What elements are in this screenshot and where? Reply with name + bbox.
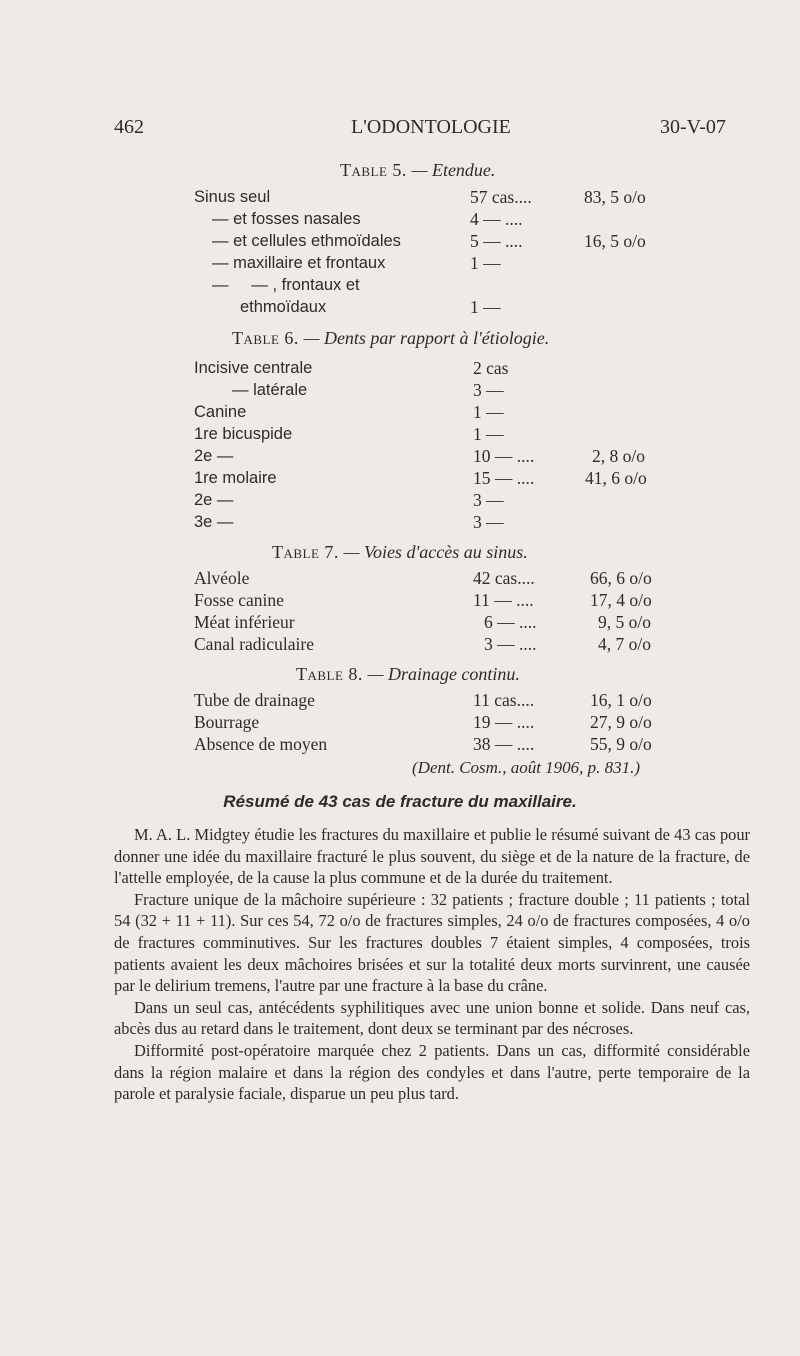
table-row-count: 1 — [473,424,504,444]
table-row-name: Sinus seul [194,188,271,206]
table-row-name: Bourrage [194,712,260,732]
table5-caption: — Etendue. [411,160,496,180]
table-row-count: 5 — .... [470,231,523,251]
table6-label: Table 6. [232,328,299,348]
table-row-name: — et cellules ethmoïdales [212,232,401,250]
table-row-name: — latérale [232,381,308,399]
table-row-name: Méat inférieur [194,612,295,632]
table-row-name: Absence de moyen [194,734,328,754]
table-row-count: 4 — .... [470,209,523,229]
table-row-pct: 55, 9 o/o [590,734,652,754]
table-row-count: 57 cas.... [470,187,532,207]
table-row-name: 2e — [194,491,234,509]
table-row-name: — — , frontaux et [212,276,360,294]
table-row-name: — et fosses nasales [212,210,361,228]
table-row-count: 6 — .... [484,612,537,632]
table-row-pct: 9, 5 o/o [598,612,651,632]
paragraph: M. A. L. Midgtey étudie les fractures du maxillaire et publie le résumé suivant de 43 cas pour donner une idée du maxillaire fracturé le plus souvent, du siège et de la nature de la fracture, de l'attelle employée, de la cause la plus commune et de la durée du traitement. [114,825,750,888]
table-row-count: 3 — .... [484,634,537,654]
table-row-pct: 16, 1 o/o [590,690,652,710]
issue-date: 30-V-07 [660,116,726,138]
table-row-pct: 41, 6 o/o [585,468,647,488]
table-row-pct: 27, 9 o/o [590,712,652,732]
table-row-count: 42 cas.... [473,568,535,588]
table-row-name: Tube de drainage [194,690,315,710]
table-row-name: Fosse canine [194,590,284,610]
table-row-name: Incisive centrale [194,359,313,377]
table-row-count: 11 cas.... [473,690,535,710]
table-row-count: 3 — [473,512,504,532]
table-row-count: 1 — [470,297,501,317]
table8-title [296,664,520,685]
table-row-count: 3 — [473,490,504,510]
table-row-name: — maxillaire et frontaux [212,254,386,272]
table7-label: Table 7. [272,542,339,562]
table8-label: Table 8. [296,664,363,684]
table7-title [272,542,528,563]
table-row-count: 3 — [473,380,504,400]
table-row-name: ethmoïdaux [240,298,327,316]
table-row-count: 11 — .... [473,590,534,610]
table5-label: Table 5. [340,160,407,180]
table8-caption: — Drainage continu. [367,664,520,684]
table-row-count: 1 — [470,253,501,273]
table-row-pct: 2, 8 o/o [592,446,645,466]
body-text [114,824,750,1105]
table-row-pct: 83, 5 o/o [584,187,646,207]
table-row-count: 15 — .... [473,468,535,488]
table-row-name: 1re molaire [194,469,277,487]
table5-title [340,160,495,181]
table-row-name: 1re bicuspide [194,425,293,443]
table-row-pct: 17, 4 o/o [590,590,652,610]
table6-title [232,328,549,349]
table-row-name: Alvéole [194,568,250,588]
table-row-pct: 66, 6 o/o [590,568,652,588]
paragraph: Dans un seul cas, antécédents syphilitiques avec une union bonne et solide. Dans neuf cas, abcès dus au retard dans le traitement, dont deux se terminant par des nécroses. [114,997,750,1039]
table-row-name: Canine [194,403,247,421]
table-row-count: 38 — .... [473,734,535,754]
table-row-name: 2e — [194,447,234,465]
table-row-pct: 4, 7 o/o [598,634,651,654]
table-row-count: 1 — [473,402,504,422]
table-row-name: 3e — [194,513,234,531]
table6-caption: — Dents par rapport à l'étiologie. [303,328,550,348]
table7-caption: — Voies d'accès au sinus. [343,542,528,562]
citation: (Dent. Cosm., août 1906, p. 831.) [412,758,641,777]
section-title: Résumé de 43 cas de fracture du maxillaire. [223,792,577,811]
table-row-count: 10 — .... [473,446,535,466]
running-title: L'ODONTOLOGIE [351,116,511,138]
table-row-name: Canal radiculaire [194,634,315,654]
page-number: 462 [114,116,144,138]
paragraph: Difformité post-opératoire marquée chez 2 patients. Dans un cas, difformité considérable dans la région malaire et dans la région des condyles et dans l'autre, perte temporaire de la parole et paralysie faciale, disparue un peu plus tard. [114,1040,750,1104]
table-row-count: 19 — .... [473,712,535,732]
table-row-pct: 16, 5 o/o [584,231,646,251]
paragraph: Fracture unique de la mâchoire supérieure : 32 patients ; fracture double ; 11 patients ; total 54 (32 + 11 + 11). Sur ces 54, 72 o/o de fractures simples, 24 o/o de fractures composées, 4 o/o de fractures comminutives. Sur les fractures doubles 7 étaient simples, 4 composées, trois patients avaient les deux mâchoires brisées et sur la totalité deux morts survinrent, une causée par le delirium tremens, l'autre par une fracture à la base du crâne. [114,889,750,996]
table-row-count: 2 cas [473,358,509,378]
